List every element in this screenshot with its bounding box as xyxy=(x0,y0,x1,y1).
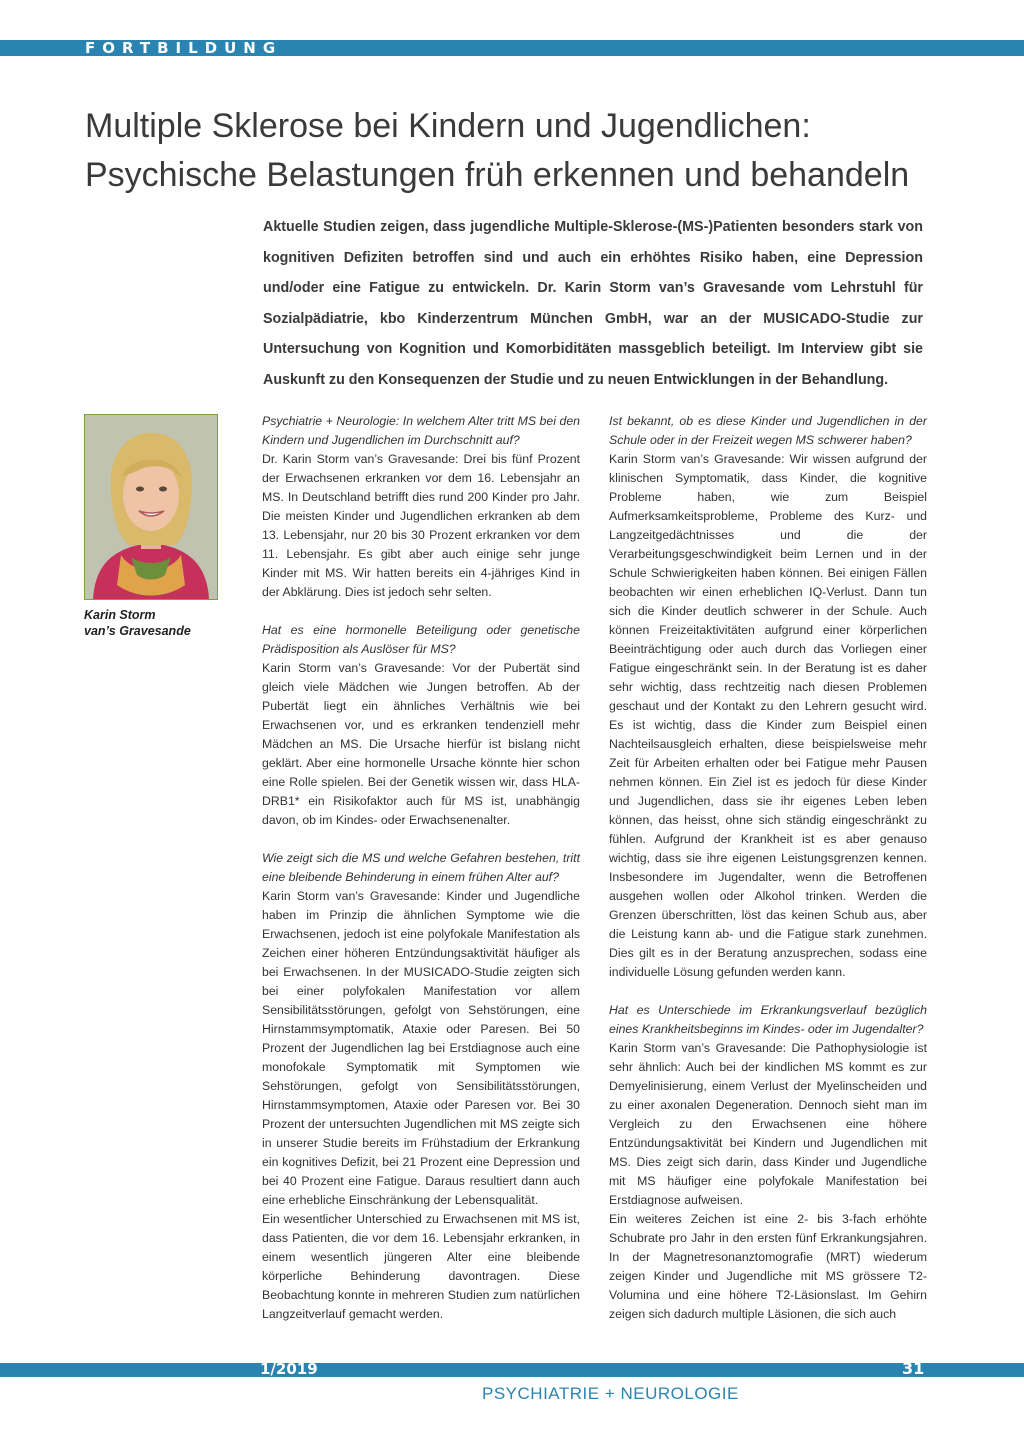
answer-1 xyxy=(262,450,580,602)
answer-5 xyxy=(609,1039,927,1210)
caption-line-2: van’s Gravesande xyxy=(84,624,191,638)
issue-number: 1/2019 xyxy=(260,1360,318,1378)
journal-name: PSYCHIATRIE + NEUROLOGIE xyxy=(482,1384,739,1403)
answer-2-text: Vor der Pubertät sind gleich viele Mädchen wie Jungen betroffen. Ab der Pubertät liegt ein ähnliches Verhältnis wie bei Erwachsenen vor, und es erkranken tendenziell mehr Mädchen an MS. Die Ursache hierfür ist bislang nicht geklärt. Aber eine hormonelle Ursache könnte hier schon eine Rolle spielen. Bei der Genetik wissen wir, dass HLA-DRB1* ein Risikofaktor auch für MS ist, unabhängig davon, ob im Kindes- oder Erwachsenenalter. xyxy=(262,661,580,827)
text-column-2 xyxy=(609,412,927,1324)
answer-5-continued: Ein weiteres Zeichen ist eine 2- bis 3-fach erhöhte Schubrate pro Jahr in den ersten fünf Erkrankungsjahren. In der Magnetresonanztomografie (MRT) wiederum zeigen Kinder und Jugendliche mit MS grössere T2-Volumina und eine höhere T2-Läsionslast. Im Gehirn zeigen sich dadurch multiple Läsionen, die sich auch xyxy=(609,1212,927,1321)
answer-4-text: Wir wissen aufgrund der klinischen Symptomatik, dass Kinder, die kognitive Probleme haben, wie zum Beispiel Aufmerksamkeitsprobleme, Probleme des Kurz- und Langzeitgedächtnisses und die der Verarbeitungsgeschwindigkeit beim Lernen und in der Schule Schwierigkeiten haben können. Bei einigen Fällen beobachten wir einen erheblichen IQ-Verlust. Dann tun sich die Kinder deutlich schwerer in der Schule. Auch können Freizeitaktivitäten aufgrund einer körperlichen Beeinträchtigung oder auch durch das Vorliegen einer Fatigue eingeschränkt sein. In der Beratung ist es daher sehr wichtig, dass rechtzeitig nach diesen Problemen geschaut und der Kontakt zu den Lehrern gesucht wird. Es ist wichtig, dass die Kinder zum Beispiel einen Nachteilsausgleich erhalten, diese beispielsweise mehr Zeit für Arbeiten erhalten oder bei Fatigue mehr Pausen nehmen können. Ein Ziel ist es jedoch für diese Kinder und Jugendlichen, dass sie ihr eigenes Leben leben können, das heisst, ohne sich ständig eingeschränkt zu fühlen. Aufgrund der Krankheit ist es aber genauso wichtig, dass sie ihre eigenen Leistungsgrenzen kennen. Insbesondere im Jugendalter, wenn die Betroffenen ausgehen wollen oder Alkohol trinken. Werden die Grenzen überschritten, löst das keinen Schub aus, aber die Leistung kann ab- und die Fatigue stark zunehmen. Dies gilt es in der Beratung anzusprechen, sodass eine individuelle Lösung gefunden werden kann. xyxy=(609,452,927,979)
question-3: Wie zeigt sich die MS und welche Gefahren bestehen, tritt eine bleibende Behinderung in einem frühen Alter auf? xyxy=(262,851,580,884)
answer-3-continued: Ein wesentlicher Unterschied zu Erwachsenen mit MS ist, dass Patienten, die vor dem 16. Lebensjahr erkranken, in einem wesentlich jüngeren Alter eine bleibende körperliche Behinderung davontragen. Diese Beobachtung konnte in mehreren Studien zum natürlichen Langzeitverlauf gemacht werden. xyxy=(262,1212,580,1321)
lead-paragraph: Aktuelle Studien zeigen, dass jugendliche Multiple-Sklerose-(MS-)Patienten besonders stark von kognitiven Defiziten betroffen sind und auch ein erhöhtes Risiko haben, eine Depression und/oder eine Fatigue zu entwickeln. Dr. Karin Storm van’s Gravesande vom Lehrstuhl für Sozialpädiatrie, kbo Kinderzentrum München GmbH, war an der MUSICADO-Studie zur Untersuchung von Kognition und Komorbiditäten massgeblich beteiligt. Im Interview gibt sie Auskunft zu den Konsequenzen der Studie und zu neuen Entwicklungen in der Behandlung. xyxy=(263,219,923,388)
question-4: Ist bekannt, ob es diese Kinder und Jugendlichen in der Schule oder in der Freizeit wegen MS schwerer haben? xyxy=(609,414,927,447)
answer-5-text: Die Pathophysiologie ist sehr ähnlich: Auch bei der kindlichen MS kommt es zur Demyelinisierung, einem Verlust der Myelinscheiden und zu einer axonalen Degeneration. Dennoch sieht man im Vergleich zu den Erwachsenen eine höhere Entzündungsaktivität bei Kindern und Jugendlichen mit MS. Dies zeigt sich darin, dass Kinder und Jugendliche mit MS häufiger eine polyfokale Manifestation bei Erstdiagnose aufweisen. xyxy=(609,1041,927,1207)
author-photo xyxy=(84,414,218,600)
answer-3-speaker: Karin Storm van’s Gravesande: xyxy=(262,889,441,903)
portrait-illustration xyxy=(85,415,217,599)
answer-5-speaker: Karin Storm van’s Gravesande: xyxy=(609,1041,786,1055)
text-column-1 xyxy=(262,412,580,1324)
answer-2 xyxy=(262,659,580,830)
article-title xyxy=(85,102,985,200)
question-2: Hat es eine hormonelle Beteiligung oder genetische Prädisposition als Auslöser für MS? xyxy=(262,623,580,656)
title-line-2: Psychische Belastungen früh erkennen und behandeln xyxy=(85,156,910,194)
answer-4-speaker: Karin Storm van’s Gravesande: xyxy=(609,452,785,466)
question-5: Hat es Unterschiede im Erkrankungsverlauf bezüglich eines Krankheitsbeginns im Kindes- oder im Jugendalter? xyxy=(609,1003,927,1036)
answer-2-speaker: Karin Storm van’s Gravesande: xyxy=(262,661,445,675)
answer-3 xyxy=(262,887,580,1210)
answer-1-speaker: Dr. Karin Storm van’s Gravesande: xyxy=(262,452,459,466)
photo-caption xyxy=(84,607,224,639)
answer-1-text: Drei bis fünf Prozent der Erwachsenen erkranken vor dem 16. Lebensjahr an MS. In Deutschland betrifft dies rund 200 Kinder pro Jahr. Die meisten Kinder und Jugendlichen erkranken ab dem 13. Lebensjahr, nur 20 bis 30 Prozent erkranken vor dem 11. Lebensjahr. Es gibt aber auch einige sehr junge Kinder mit MS. Wir hatten bereits ein 4-jähriges Kind in der Abklärung. Dies ist jedoch sehr selten. xyxy=(262,452,580,599)
footer-bar xyxy=(0,1363,1024,1377)
section-label: FORTBILDUNG xyxy=(85,39,283,57)
page-number: 31 xyxy=(902,1359,925,1378)
answer-3-text: Kinder und Jugendliche haben im Prinzip die ähnlichen Symptome wie die Erwachsenen, jedoch ist eine polyfokale Manifestation als Zeichen einer höheren Entzündungsaktivität häufiger als bei Erwachsenen. In der MUSICADO-Studie zeigten sich bei einer polyfokalen Manifestation vor allem Sensibilitätsstörungen, gefolgt von Sehstörungen, eine Hirnstammsymptomatik, Ataxie oder Paresen. Bei 50 Prozent der Jugendlichen lag bei Erstdiagnose auch eine monofokale Symptomatik mit Symptomen wie Sehstörungen, gefolgt von Sensibilitätsstörungen, Hirnstammsymptomen, Ataxie oder Paresen vor. Bei 30 Prozent der untersuchten Jugendlichen mit MS zeigte sich in unserer Studie bereits im Frühstadium der Erkrankung ein kognitives Defizit, bei 21 Prozent eine Depression und bei 40 Prozent eine Fatigue. Daraus resultiert dann auch eine erhebliche Einschränkung der Lebensqualität. xyxy=(262,889,580,1207)
title-line-1: Multiple Sklerose bei Kindern und Jugendlichen: xyxy=(85,107,811,145)
answer-4 xyxy=(609,450,927,982)
question-1: Psychiatrie + Neurologie: In welchem Alter tritt MS bei den Kindern und Jugendlichen im Durchschnitt auf? xyxy=(262,414,580,447)
caption-line-1: Karin Storm xyxy=(84,608,156,622)
